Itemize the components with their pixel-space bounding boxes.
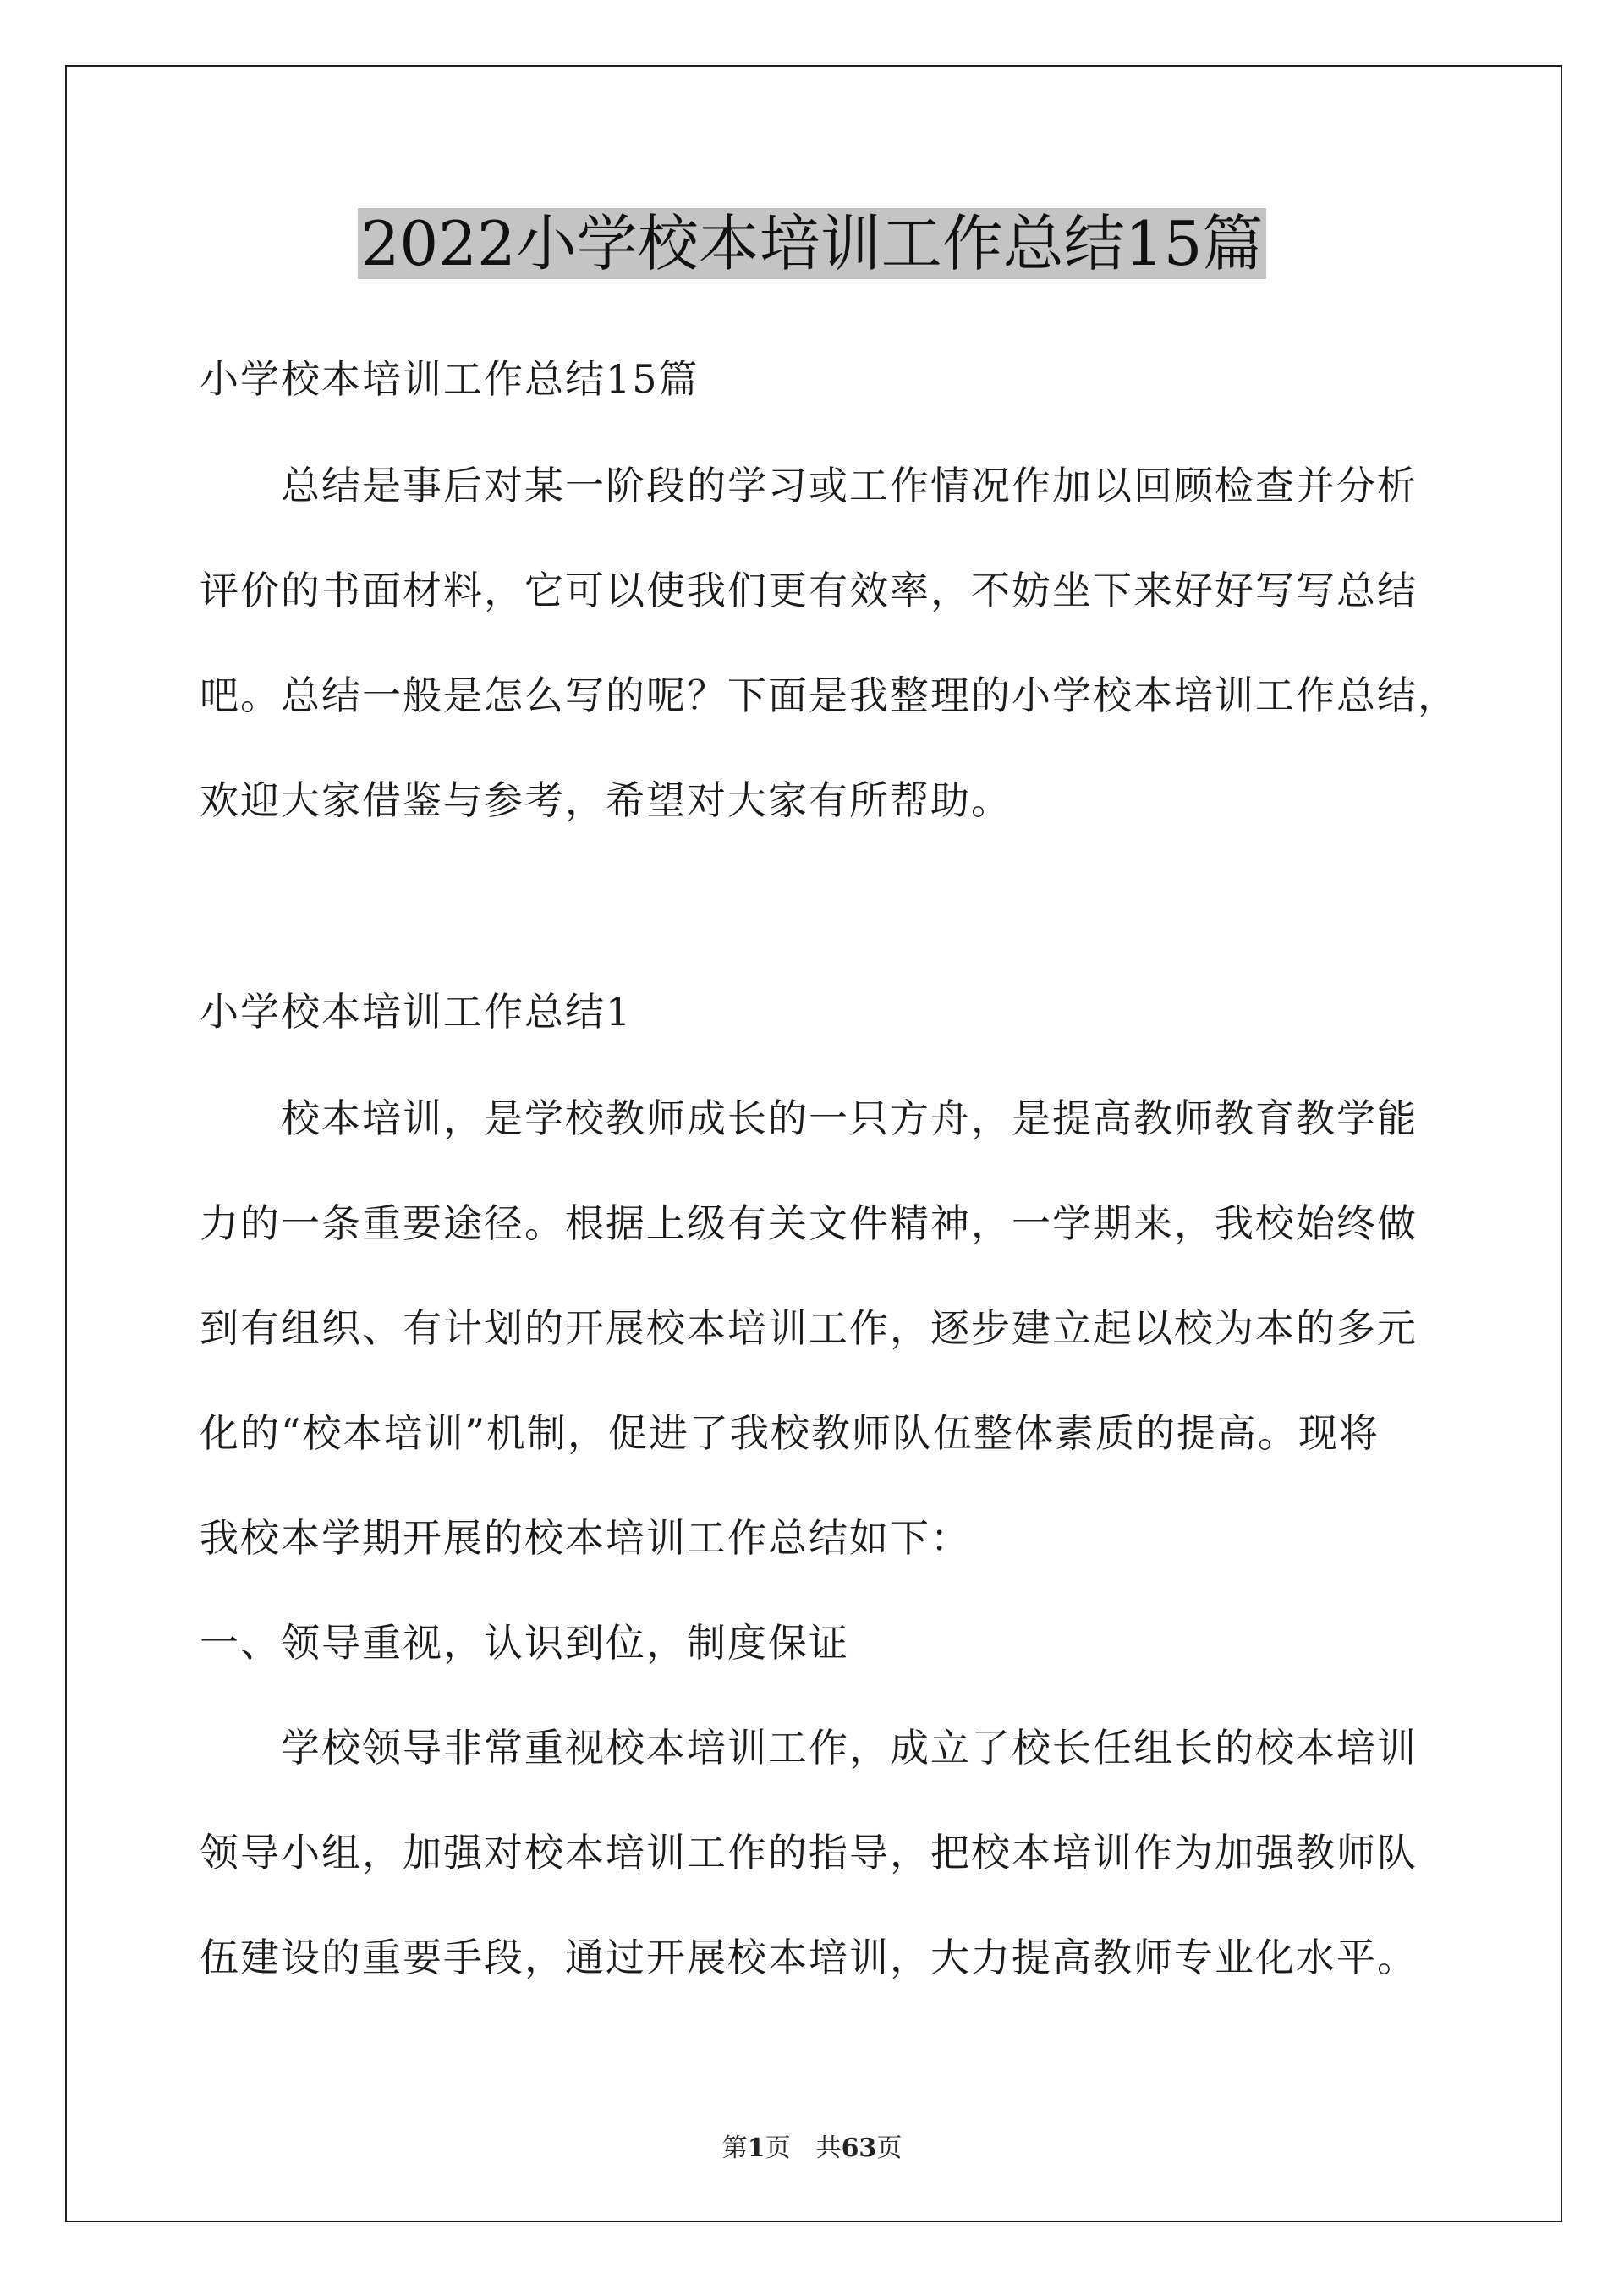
point1-line-2: 领导小组，加强对校本培训工作的指导，把校本培训作为加强教师队 — [200, 1830, 1418, 1875]
section1-line-3: 到有组织、有计划的开展校本培训工作，逐步建立起以校为本的多元 — [200, 1305, 1418, 1351]
footer-total-pages: 63 — [841, 2133, 877, 2163]
footer-page-number: 1 — [747, 2133, 765, 2163]
document-title — [0, 206, 1624, 282]
title-text: 2022小学校本培训工作总结15篇 — [358, 208, 1267, 279]
section1-line-2: 力的一条重要途径。根据上级有关文件精神，一学期来，我校始终做 — [200, 1200, 1418, 1246]
footer-mid: 页 共 — [765, 2133, 842, 2163]
intro-line-3: 吧。总结一般是怎么写的呢？下面是我整理的小学校本培训工作总结， — [200, 673, 1458, 718]
footer-prefix: 第 — [721, 2133, 748, 2163]
point1-heading: 一、领导重视，认识到位，制度保证 — [200, 1620, 849, 1666]
section1-line-1: 校本培训，是学校教师成长的一只方舟，是提高教师教育教学能 — [281, 1095, 1418, 1141]
point1-line-3: 伍建设的重要手段，通过开展校本培训，大力提高教师专业化水平。 — [200, 1935, 1418, 1980]
section1-line-5: 我校本学期开展的校本培训工作总结如下： — [200, 1515, 971, 1561]
subtitle: 小学校本培训工作总结15篇 — [200, 356, 700, 402]
point1-line-1: 学校领导非常重视校本培训工作，成立了校长任组长的校本培训 — [281, 1725, 1418, 1771]
footer-suffix: 页 — [876, 2133, 903, 2163]
section1-heading: 小学校本培训工作总结1 — [200, 989, 633, 1035]
section1-line-4: 化的“校本培训”机制，促进了我校教师队伍整体素质的提高。现将 — [200, 1410, 1380, 1456]
intro-line-1: 总结是事后对某一阶段的学习或工作情况作加以回顾检查并分析 — [281, 463, 1418, 508]
page-footer — [0, 2132, 1624, 2166]
intro-line-2: 评价的书面材料，它可以使我们更有效率，不妨坐下来好好写写总结 — [200, 568, 1418, 613]
intro-line-4: 欢迎大家借鉴与参考，希望对大家有所帮助。 — [200, 777, 1012, 823]
